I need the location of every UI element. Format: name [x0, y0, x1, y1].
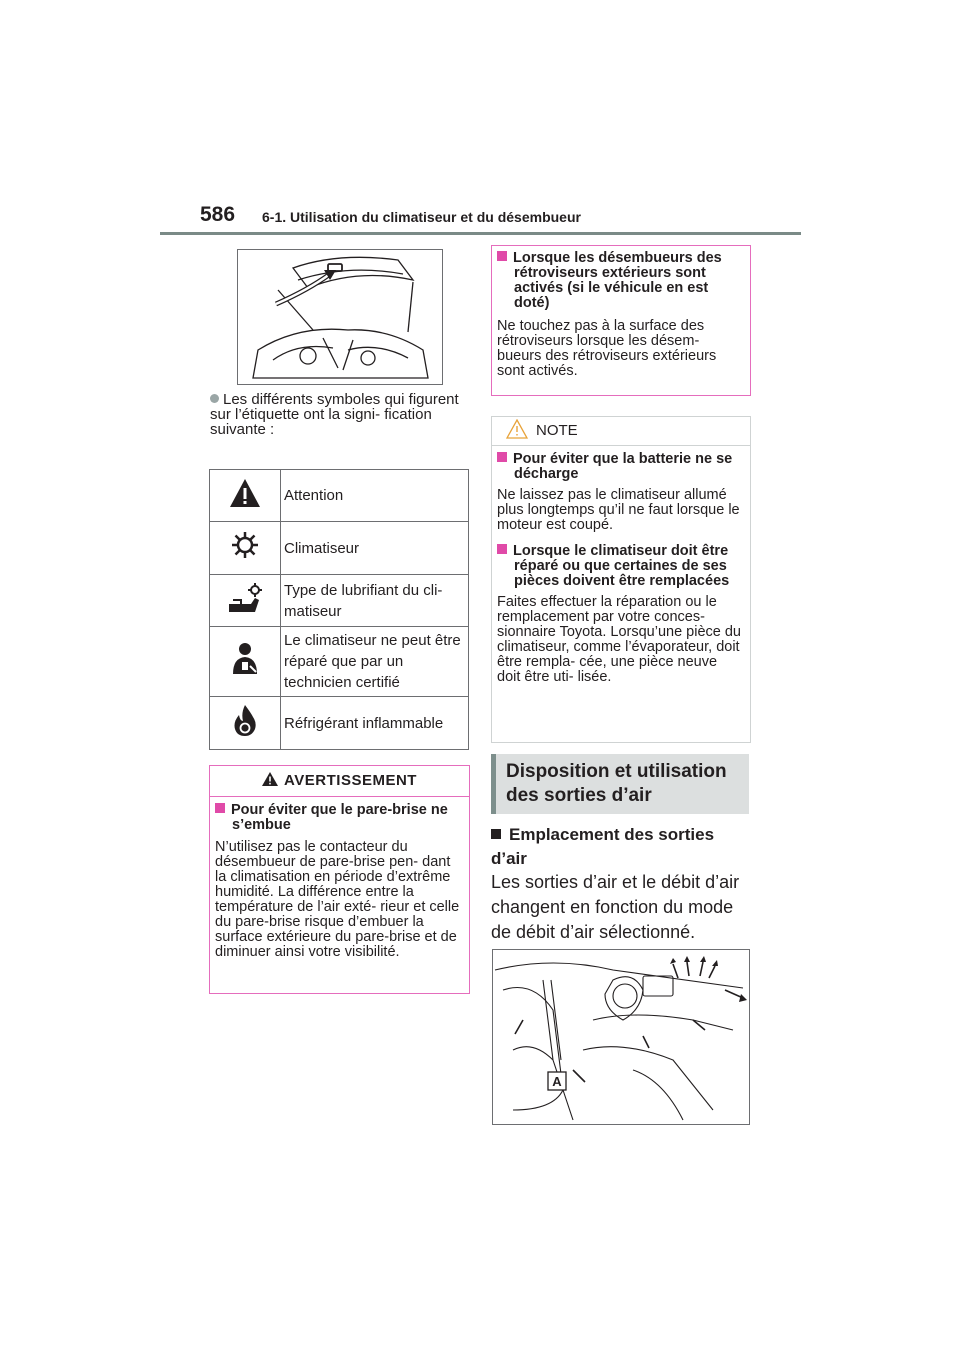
outlets-heading: Emplacement des sorties d’air: [491, 825, 715, 868]
snowflake-icon: [210, 522, 281, 575]
square-bullet-icon: [497, 452, 507, 462]
square-bullet-icon: [497, 251, 507, 261]
table-row: [210, 522, 469, 575]
note-title: NOTE: [536, 422, 578, 439]
note-header: [492, 417, 750, 446]
section-title: Disposition et utilisation des sorties d’air: [506, 761, 727, 806]
note-box: [491, 416, 751, 743]
warning-triangle-icon: [210, 470, 281, 522]
symbol-label: Type de lubrifiant du cli- matiseur: [281, 575, 469, 627]
warning-header: [210, 766, 469, 797]
warning-title: AVERTISSEMENT: [284, 772, 417, 789]
page-number: 586: [200, 203, 236, 226]
symbol-label: Le climatiseur ne peut être réparé que par un technicien certifié: [281, 627, 469, 697]
note-subheading: Lorsque le climatiseur doit être réparé ou que certaines de ses pièces doivent être remplacées: [497, 544, 744, 589]
technician-icon: [210, 627, 281, 697]
symbol-legend-table: [209, 469, 469, 750]
note-subheading: Pour éviter que la batterie ne se décharge: [497, 452, 744, 482]
note-body: Ne laissez pas le climatiseur allumé plus longtemps qu’il ne faut lorsque le moteur est coupé.: [497, 487, 740, 533]
warning-body: N’utilisez pas le contacteur du désembueur de pare-brise pen- dant la climatisation en période d’extrême humidité. La différence entre la température de l’air exté- rieur et celle du pare-brise risque d’embuer la surface extérieure du pare-brise et de diminuer ainsi votre visibilité.: [215, 839, 460, 960]
open-hood-drawing: [238, 250, 442, 384]
table-row: [210, 627, 469, 697]
oil-can-icon: [210, 575, 281, 627]
cabin-interior-drawing: [493, 950, 749, 1124]
symbol-label: Attention: [281, 470, 469, 522]
mirror-body: Ne touchez pas à la surface des rétroviseurs lorsque les désem- bueurs des rétroviseurs extérieurs sont activés.: [497, 318, 717, 379]
warning-box: [209, 765, 470, 994]
square-bullet-icon: [491, 829, 501, 839]
section-heading-bar: [491, 754, 749, 814]
mirror-caution-box: [491, 245, 751, 396]
cabin-vents-illustration: [492, 949, 750, 1125]
chapter-title: 6-1. Utilisation du climatiseur et du désembueur: [262, 209, 581, 225]
header-rule: [160, 232, 801, 235]
outlets-body: Les sorties d’air et le débit d’air changent en fonction du mode de débit d’air sélectionné.: [491, 872, 740, 942]
symbol-label: Réfrigérant inflammable: [281, 697, 469, 750]
mirror-subheading: Lorsque les désembueurs des rétroviseurs extérieurs sont activés (si le véhicule en est doté): [497, 251, 744, 311]
warning-triangle-icon: [262, 772, 278, 786]
callout-label: A: [552, 1074, 562, 1089]
engine-bay-illustration: [237, 249, 443, 385]
table-row: [210, 697, 469, 750]
warning-subheading: Pour éviter que le pare-brise ne s’embue: [215, 803, 463, 833]
note-body: Faites effectuer la réparation ou le remplacement par votre conces- sionnaire Toyota. Lorsqu’une pièce du climatiseur, comme l’évaporateur, doit être rempla- cée, une pièce neuve doit être uti- lisée.: [497, 594, 741, 685]
table-row: [210, 470, 469, 522]
flame-icon: [210, 697, 281, 750]
label-intro: Les différents symboles qui figurent sur l’étiquette ont la signi- fication suivante :: [210, 391, 459, 438]
square-bullet-icon: [497, 544, 507, 554]
bullet-icon: [210, 394, 219, 403]
symbol-label: Climatiseur: [281, 522, 469, 575]
square-bullet-icon: [215, 803, 225, 813]
label-intro-text: [210, 392, 470, 437]
table-row: [210, 575, 469, 627]
caution-outline-icon: [506, 419, 528, 439]
